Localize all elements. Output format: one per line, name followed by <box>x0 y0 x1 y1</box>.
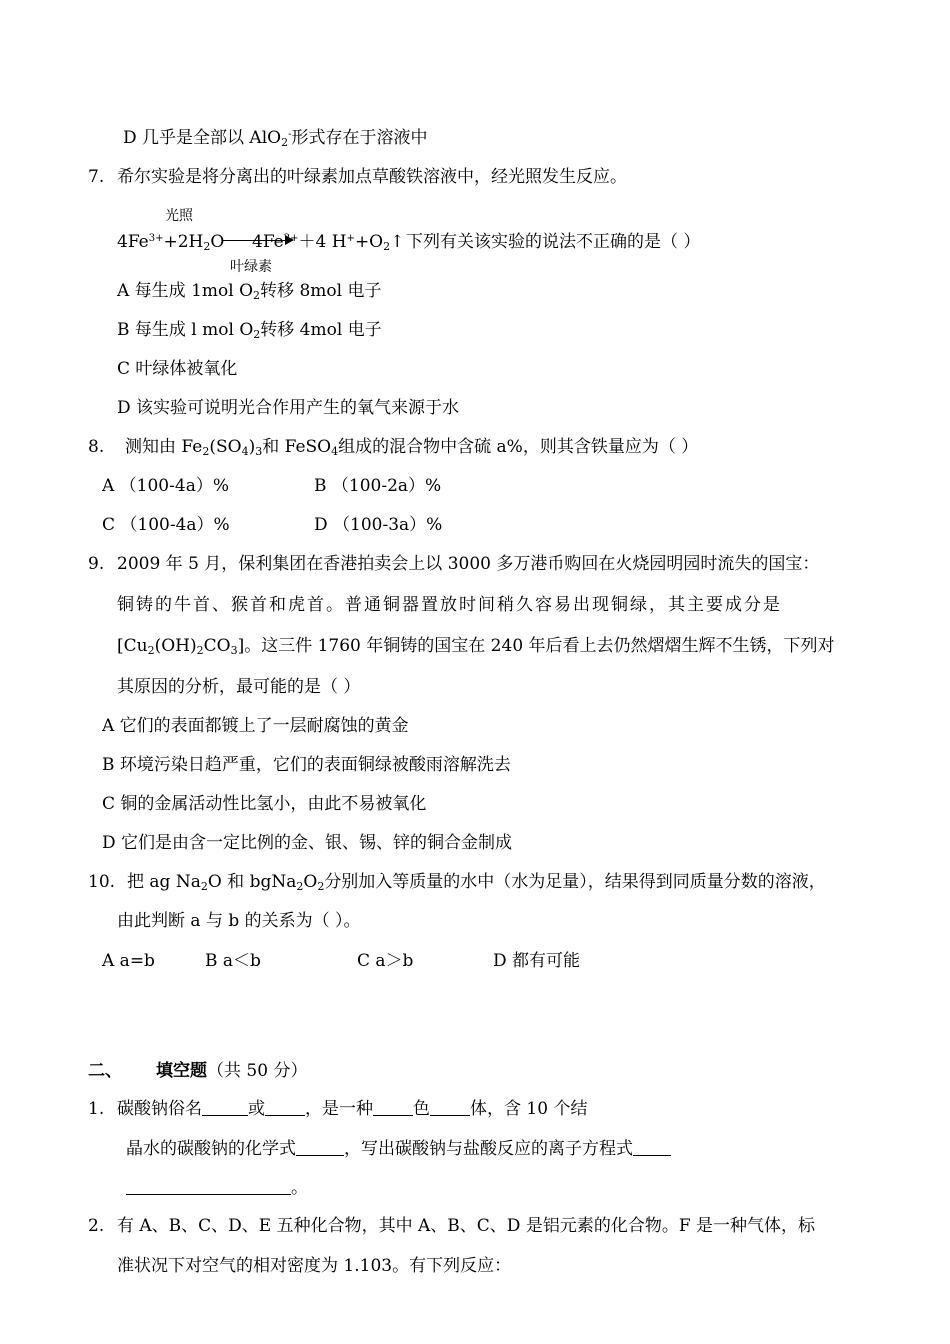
fill2-line-2: 准状况下对空气的相对密度为 1.103。有下列反应： <box>117 1256 512 1276</box>
q7-question: 下列有关该实验的说法不正确的是（ ） <box>406 232 701 252</box>
q10-line-1: 把 ag $Na_2O$ 和 $bgNa_2O_2$分别加入等质量的水中（水为足量），结果得到同质量分数的溶液， <box>127 872 826 893</box>
fill1-line-2: 晶水的碳酸钠的化学式 ，写出碳酸钠与盐酸反应的离子方程式 <box>126 1138 671 1160</box>
q9-number: 9. <box>88 554 105 574</box>
q9-option-c: C 铜的金属活动性比氢小，由此不易被氧化 <box>102 794 427 814</box>
q7-option-d: D 该实验可说明光合作用产生的氧气来源于水 <box>117 398 460 418</box>
q7-condition-light: 光照 <box>165 208 193 224</box>
q9-line-4: 其原因的分析，最可能的是（ ） <box>117 677 361 697</box>
blank[interactable] <box>126 1178 291 1195</box>
q10-option-b: B a＜b <box>205 951 261 971</box>
q10-option-a: A a=b <box>102 951 155 971</box>
q8-number: 8. <box>88 437 105 457</box>
blank[interactable] <box>373 1099 413 1116</box>
blank[interactable] <box>265 1099 305 1116</box>
fill1-line-3: 。 <box>126 1177 308 1199</box>
q8-option-d: D （100-3a）% <box>314 515 443 535</box>
q9-option-b: B 环境污染日趋严重，它们的表面铜绿被酸雨溶解洗去 <box>102 755 511 775</box>
blank[interactable] <box>296 1139 344 1156</box>
section-2-title: 填空题 <box>156 1061 207 1081</box>
fill1-number: 1. <box>88 1099 105 1119</box>
q10-option-c: C a＞b <box>357 951 414 971</box>
blank[interactable] <box>202 1099 248 1116</box>
q7-option-b: B 每生成 l mol $O_2$转移 4mol 电子 <box>117 320 382 341</box>
q7-condition-catalyst: 叶绿素 <box>230 259 272 275</box>
section-2-number: 二、 <box>88 1061 122 1081</box>
q7-equation-left: $4Fe^{3+}+2H_2O$ <box>117 232 225 253</box>
q7-option-c: C 叶绿体被氧化 <box>117 359 238 379</box>
q9-option-d: D 它们是由含一定比例的金、银、锡、锌的铜合金制成 <box>102 833 513 853</box>
fill1-line-1: 碳酸钠俗名 或 ，是一种 色 体，含 10 个结 <box>117 1099 588 1119</box>
q10-option-d: D 都有可能 <box>493 951 581 971</box>
q9-option-a: A 它们的表面都镀上了一层耐腐蚀的黄金 <box>102 716 409 736</box>
q7-number: 7. <box>88 167 105 187</box>
q9-line-2: 铜铸的牛首、猴首和虎首。普通铜器置放时间稍久容易出现铜绿，其主要成分是 <box>117 595 782 615</box>
q7-option-a: A 每生成 1mol $O_2$转移 8mol 电子 <box>117 281 382 302</box>
section-2-score: （共 50 分） <box>207 1061 308 1081</box>
q6-option-d: D 几乎是全部以 AlO$_2$-形式存在于溶液中 <box>123 128 428 149</box>
blank[interactable] <box>430 1099 470 1116</box>
blank[interactable] <box>633 1139 671 1156</box>
fill2-line-1: 有 A、B、C、D、E 五种化合物，其中 A、B、C、D 是铝元素的化合物。F 是一种气体，标 <box>117 1216 816 1236</box>
q7-stem: 希尔实验是将分离出的叶绿素加点草酸铁溶液中，经光照发生反应。 <box>117 167 627 187</box>
q10-line-2: 由此判断 a 与 b 的关系为（ ）。 <box>117 911 361 931</box>
section-2-heading <box>88 1060 307 1082</box>
q8-option-c: C （100-4a）% <box>102 515 230 535</box>
q10-number: 10. <box>88 872 116 892</box>
fill2-number: 2. <box>88 1216 105 1236</box>
q8-option-b: B （100-2a）% <box>314 476 442 496</box>
q8-option-a: A （100-4a）% <box>102 476 229 496</box>
q9-line-1: 2009 年 5 月，保利集团在香港拍卖会上以 3000 多万港币购回在火烧园明园时流失的国宝： <box>117 554 820 574</box>
q7-equation-right: $4Fe^{2+}+4$ $H^++O_2↑$ <box>252 232 405 253</box>
q8-stem: 测知由 $Fe_2(SO_4)_3$和 FeSO$_4$组成的混合物中含硫 a%，则其含铁量应为（ ） <box>125 437 699 458</box>
q9-line-3: $[Cu_2(OH)_2CO_3]$。这三件 1760 年铜铸的国宝在 240 年后看上去仍然熠熠生辉不生锈，下列对 <box>117 636 835 657</box>
